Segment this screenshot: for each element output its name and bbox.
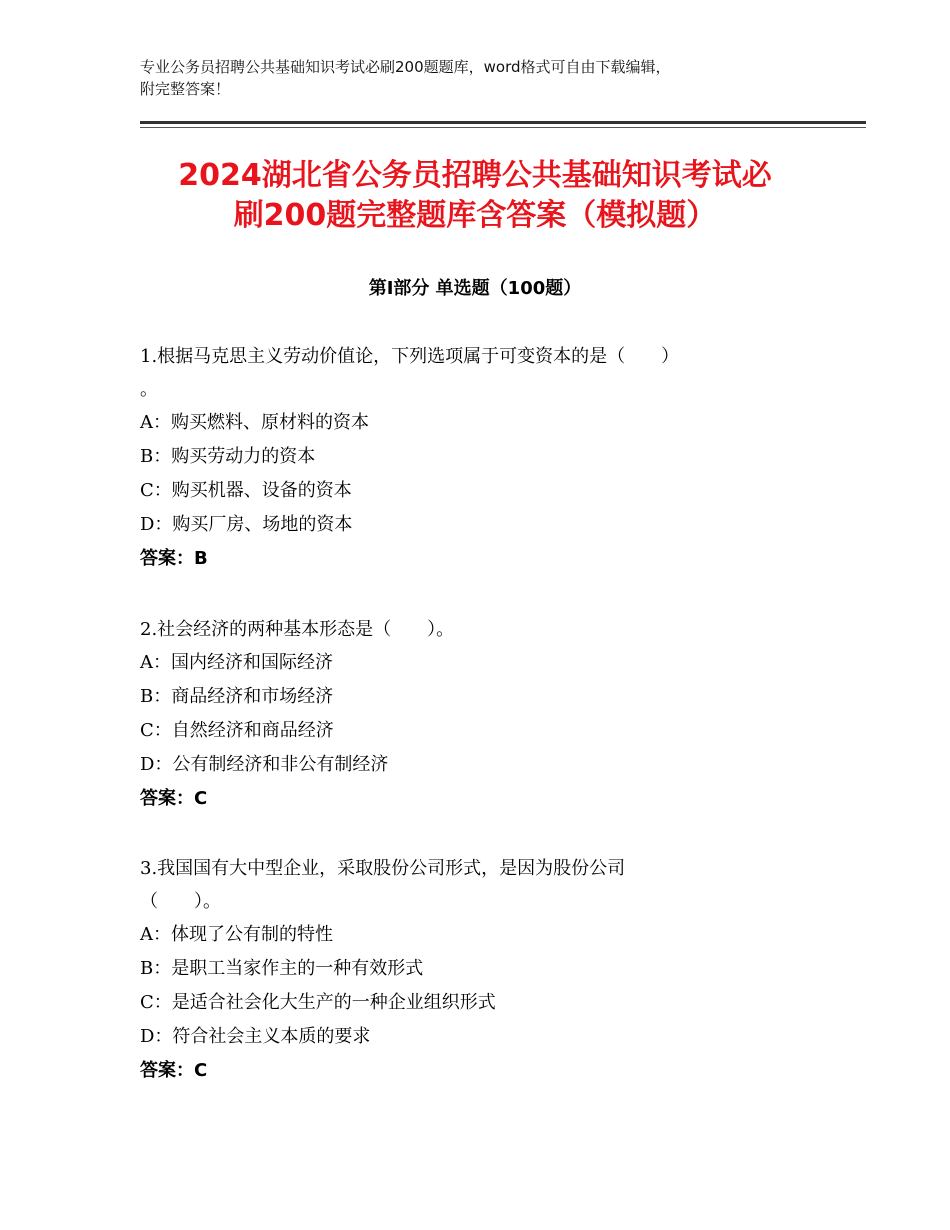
answer: 答案：C <box>140 1060 208 1081</box>
section-heading: 第Ⅰ部分 单选题（100题） <box>368 278 582 299</box>
option-b: B：购买劳动力的资本 <box>140 446 316 467</box>
option-a: A：购买燃料、原材料的资本 <box>140 412 369 433</box>
header-note-line-2: 附完整答案！ <box>140 80 231 98</box>
option-b: B：是职工当家作主的一种有效形式 <box>140 958 424 979</box>
question-2 <box>140 613 820 816</box>
option-b: B：商品经济和市场经济 <box>140 686 334 707</box>
header-note <box>140 56 820 100</box>
answer: 答案：C <box>140 788 208 809</box>
option-c: C：购买机器、设备的资本 <box>140 480 352 501</box>
option-a: A：体现了公有制的特性 <box>140 924 333 945</box>
option-c: C：是适合社会化大生产的一种企业组织形式 <box>140 992 496 1013</box>
question-3 <box>140 852 820 1088</box>
question-stem-continuation: （ ）。 <box>140 891 221 912</box>
document-title-line-1: 2024湖北省公务员招聘公共基础知识考试必 <box>178 158 772 193</box>
question-stem: 2.社会经济的两种基本形态是（ ）。 <box>140 619 455 640</box>
header-note-line-1: 专业公务员招聘公共基础知识考试必刷200题题库，word格式可自由下载编辑， <box>140 58 671 76</box>
document-title-line-2: 刷200题完整题库含答案（模拟题） <box>233 198 717 233</box>
option-d: D：公有制经济和非公有制经济 <box>140 754 389 775</box>
option-c: C：自然经济和商品经济 <box>140 720 334 741</box>
option-d: D：符合社会主义本质的要求 <box>140 1026 371 1047</box>
question-stem-continuation: 。 <box>140 379 158 400</box>
answer: 答案：B <box>140 548 208 569</box>
option-a: A：国内经济和国际经济 <box>140 652 333 673</box>
header-divider-thick <box>140 121 866 124</box>
document-title <box>110 156 840 236</box>
question-1 <box>140 340 820 576</box>
option-d: D：购买厂房、场地的资本 <box>140 514 353 535</box>
question-stem: 1.根据马克思主义劳动价值论，下列选项属于可变资本的是（ ） <box>140 346 680 367</box>
header-divider-thin <box>140 127 866 128</box>
question-stem: 3.我国国有大中型企业，采取股份公司形式，是因为股份公司 <box>140 858 626 879</box>
